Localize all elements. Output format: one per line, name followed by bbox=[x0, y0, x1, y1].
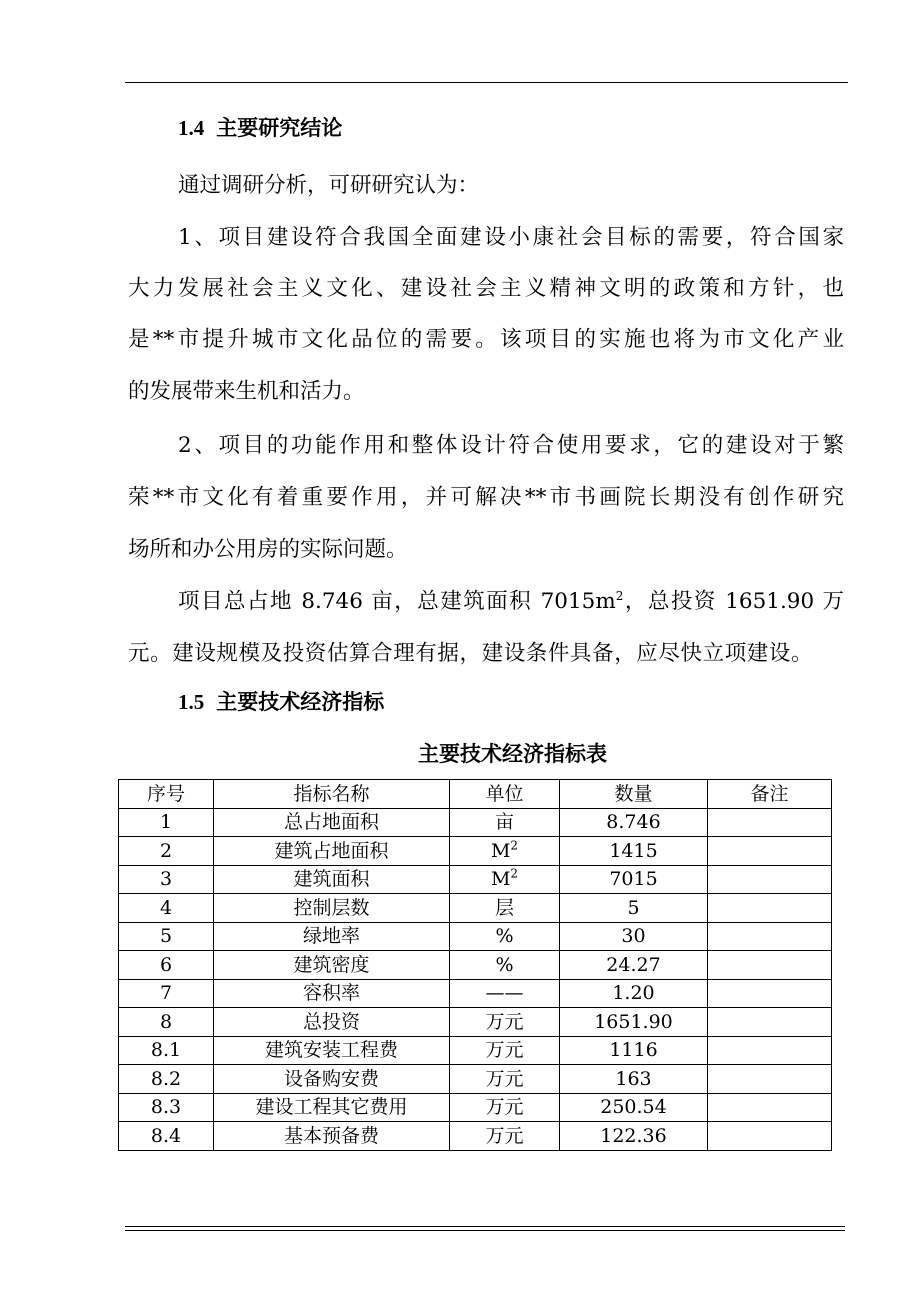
point2-line3: 场所和办公用房的实际问题。 bbox=[128, 537, 408, 562]
cell-note bbox=[708, 1065, 832, 1094]
unit-text: % bbox=[495, 953, 514, 976]
cell-unit bbox=[450, 979, 560, 1008]
intro-paragraph: 通过调研分析，可研研究认为： bbox=[178, 173, 480, 198]
cell-no: 8.4 bbox=[119, 1122, 214, 1151]
cell-note bbox=[708, 837, 832, 866]
cell-no: 8.2 bbox=[119, 1065, 214, 1094]
cell-name: 建设工程其它费用 bbox=[214, 1093, 450, 1122]
cell-no: 1 bbox=[119, 808, 214, 837]
cell-note bbox=[708, 1008, 832, 1037]
cell-unit bbox=[450, 1122, 560, 1151]
cell-note bbox=[708, 1122, 832, 1151]
table-row bbox=[119, 894, 832, 923]
cell-note bbox=[708, 951, 832, 980]
point1-line1: 1、项目建设符合我国全面建设小康社会目标的需要，符合国家 bbox=[178, 225, 844, 250]
cell-no: 8 bbox=[119, 1008, 214, 1037]
unit-text: 万元 bbox=[485, 1067, 524, 1090]
section-heading-1-4 bbox=[178, 112, 342, 142]
cell-unit bbox=[450, 894, 560, 923]
cell-unit bbox=[450, 951, 560, 980]
unit-text: —— bbox=[485, 982, 524, 1005]
cell-note bbox=[708, 894, 832, 923]
cell-no: 7 bbox=[119, 979, 214, 1008]
cell-name: 基本预备费 bbox=[214, 1122, 450, 1151]
table-row bbox=[119, 808, 832, 837]
cell-qty: 1415 bbox=[560, 837, 708, 866]
cell-unit bbox=[450, 837, 560, 866]
cell-unit bbox=[450, 1093, 560, 1122]
cell-note bbox=[708, 1093, 832, 1122]
cell-note bbox=[708, 808, 832, 837]
point1-line3: 是**市提升城市文化品位的需要。该项目的实施也将为市文化产业 bbox=[128, 327, 844, 352]
cell-name: 设备购安费 bbox=[214, 1065, 450, 1094]
cell-qty: 7015 bbox=[560, 865, 708, 894]
unit-text: 层 bbox=[494, 896, 514, 919]
cell-note bbox=[708, 1036, 832, 1065]
cell-no: 5 bbox=[119, 922, 214, 951]
cell-qty: 163 bbox=[560, 1065, 708, 1094]
cell-no: 8.3 bbox=[119, 1093, 214, 1122]
cell-name: 建筑面积 bbox=[214, 865, 450, 894]
cell-qty: 1651.90 bbox=[560, 1008, 708, 1037]
cell-name: 建筑占地面积 bbox=[214, 837, 450, 866]
table-row bbox=[119, 951, 832, 980]
cell-no: 2 bbox=[119, 837, 214, 866]
unit-text: M bbox=[490, 868, 511, 891]
section-heading-1-5 bbox=[178, 686, 384, 716]
point1-line2: 大力发展社会主义文化、建设社会主义精神文明的政策和方针，也 bbox=[128, 276, 844, 301]
point2-line2: 荣**市文化有着重要作用，并可解决**市书画院长期没有创作研究 bbox=[128, 485, 844, 510]
cell-note bbox=[708, 979, 832, 1008]
cell-qty: 1116 bbox=[560, 1036, 708, 1065]
table-row bbox=[119, 865, 832, 894]
unit-text: 亩 bbox=[494, 811, 514, 834]
cell-unit bbox=[450, 1036, 560, 1065]
unit-superscript: 2 bbox=[510, 866, 519, 881]
header-note: 备注 bbox=[708, 780, 832, 809]
table-row bbox=[119, 837, 832, 866]
cell-no: 4 bbox=[119, 894, 214, 923]
section-title: 主要技术经济指标 bbox=[216, 690, 385, 714]
cell-no: 3 bbox=[119, 865, 214, 894]
summary-line1 bbox=[178, 584, 844, 615]
table-row bbox=[119, 979, 832, 1008]
cell-qty: 5 bbox=[560, 894, 708, 923]
header-qty: 数量 bbox=[560, 780, 708, 809]
cell-name: 绿地率 bbox=[214, 922, 450, 951]
cell-unit bbox=[450, 1008, 560, 1037]
cell-unit bbox=[450, 1065, 560, 1094]
header-name: 指标名称 bbox=[214, 780, 450, 809]
section-title: 主要研究结论 bbox=[216, 116, 343, 140]
table-title: 主要技术经济指标表 bbox=[418, 742, 607, 766]
cell-name: 容积率 bbox=[214, 979, 450, 1008]
cell-name: 总投资 bbox=[214, 1008, 450, 1037]
cell-note bbox=[708, 865, 832, 894]
unit-text: 万元 bbox=[485, 1039, 524, 1062]
cell-qty: 30 bbox=[560, 922, 708, 951]
cell-unit bbox=[450, 808, 560, 837]
cell-qty: 1.20 bbox=[560, 979, 708, 1008]
unit-text: 万元 bbox=[485, 1010, 524, 1033]
cell-name: 建筑密度 bbox=[214, 951, 450, 980]
section-number: 1.4 bbox=[178, 116, 205, 140]
table-row bbox=[119, 1093, 832, 1122]
cell-name: 建筑安装工程费 bbox=[214, 1036, 450, 1065]
section-number: 1.5 bbox=[178, 690, 205, 714]
table-row bbox=[119, 922, 832, 951]
table-header-row bbox=[119, 780, 832, 809]
table-row bbox=[119, 1036, 832, 1065]
summary-line1-a: 项目总占地 8.746 亩，总建筑面积 7015m bbox=[178, 589, 616, 614]
cell-unit bbox=[450, 865, 560, 894]
unit-text: 万元 bbox=[485, 1096, 524, 1119]
indicator-table bbox=[118, 779, 832, 1151]
cell-no: 8.1 bbox=[119, 1036, 214, 1065]
cell-no: 6 bbox=[119, 951, 214, 980]
unit-text: 万元 bbox=[485, 1124, 524, 1147]
summary-line2: 元。建设规模及投资估算合理有据，建设条件具备，应尽快立项建设。 bbox=[128, 641, 814, 666]
cell-qty: 24.27 bbox=[560, 951, 708, 980]
header-no: 序号 bbox=[119, 780, 214, 809]
cell-qty: 8.746 bbox=[560, 808, 708, 837]
table-row bbox=[119, 1065, 832, 1094]
point2-line1: 2、项目的功能作用和整体设计符合使用要求，它的建设对于繁 bbox=[178, 433, 844, 458]
cell-unit bbox=[450, 922, 560, 951]
unit-text: M bbox=[490, 839, 511, 862]
cell-name: 控制层数 bbox=[214, 894, 450, 923]
summary-line1-b: ，总投资 1651.90 万 bbox=[623, 589, 844, 614]
footer-rule bbox=[125, 1226, 845, 1231]
cell-qty: 250.54 bbox=[560, 1093, 708, 1122]
header-unit: 单位 bbox=[450, 780, 560, 809]
cell-name: 总占地面积 bbox=[214, 808, 450, 837]
point1-line4: 的发展带来生机和活力。 bbox=[128, 379, 365, 404]
summary-line1-sup: 2 bbox=[615, 588, 624, 603]
unit-superscript: 2 bbox=[510, 838, 519, 853]
header-rule bbox=[125, 82, 848, 83]
cell-note bbox=[708, 922, 832, 951]
cell-qty: 122.36 bbox=[560, 1122, 708, 1151]
table-row bbox=[119, 1122, 832, 1151]
table-row bbox=[119, 1008, 832, 1037]
unit-text: % bbox=[495, 925, 514, 948]
